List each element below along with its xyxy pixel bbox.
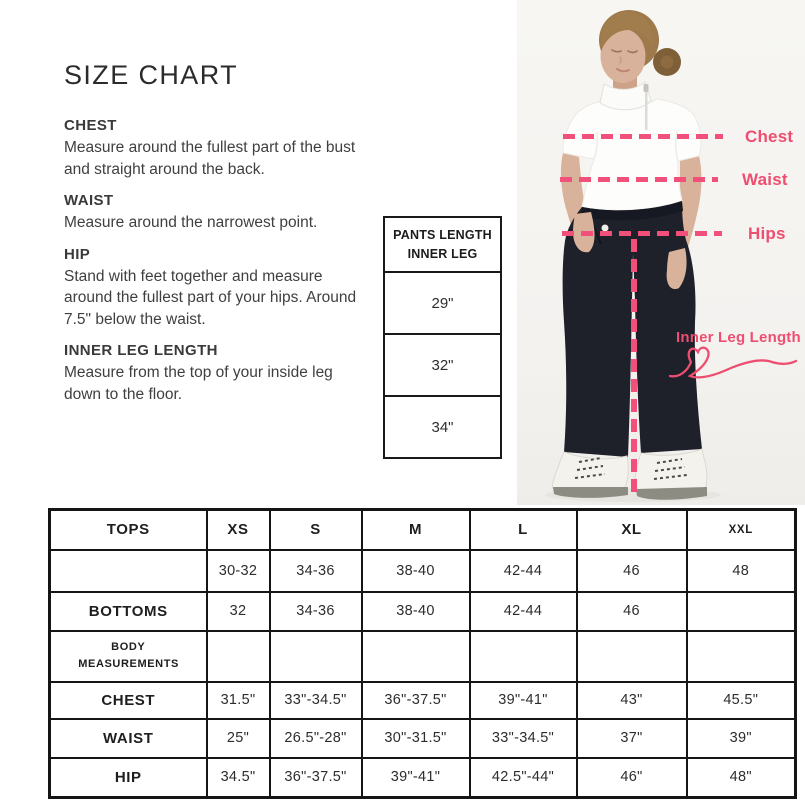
heart-squiggle-icon [667,342,799,382]
chest-label: Chest [745,127,794,146]
col-header-xl: XL [577,510,687,550]
row-label: BOTTOMS [50,592,207,631]
col-header-tops: TOPS [50,510,207,550]
instruction-hip [64,246,372,331]
cell: 42.5"-44" [470,758,577,798]
cell: 46" [577,758,687,798]
hair-bun-swirl [661,56,674,69]
col-header-xs: XS [207,510,270,550]
table-row [384,334,501,396]
size-table [48,508,797,799]
cell: 34-36 [270,592,362,631]
col-header-l: L [470,510,577,550]
col-header-s: S [270,510,362,550]
inner-leg-label: Inner Leg Length [676,329,801,346]
cell: 48 [687,550,796,592]
instruction-body: Measure around the fullest part of the bust and straight around the back. [64,139,356,178]
cell: 30-32 [207,550,270,592]
col-header-m: M [362,510,470,550]
polo-shirt [563,99,701,210]
cell: 26.5"-28" [270,719,362,758]
row-label [50,550,207,592]
cell: 42-44 [470,592,577,631]
cell: 32 [207,592,270,631]
row-label: WAIST [50,719,207,758]
col-header-xxl: XXL [687,510,796,550]
zip-line [645,86,648,130]
cell: 30"-31.5" [362,719,470,758]
cell [207,631,270,682]
page-title: SIZE CHART [64,60,239,90]
instruction-heading: CHEST [64,117,117,134]
cell: 36"-37.5" [362,682,470,719]
cell: 33"-34.5" [470,719,577,758]
pants-length-header [384,217,501,272]
table-row [384,272,501,334]
row-label-text: BODY MEASUREMENTS [78,640,179,670]
hips-label: Hips [748,224,786,243]
row-label: CHEST [50,682,207,719]
row-label: HIP [50,758,207,798]
instruction-chest [64,117,372,180]
model-photo [517,0,805,505]
cell: 45.5" [687,682,796,719]
cell: 38-40 [362,592,470,631]
instruction-heading: INNER LEG LENGTH [64,342,218,359]
measurement-instructions [64,117,372,405]
hips-measure-line [562,231,722,236]
instruction-body: Measure from the top of your inside leg down to the floor. [64,364,333,403]
pants-length-table [383,216,502,459]
row-label [50,631,207,682]
pants-length-header-line2: INNER LEG [407,246,478,261]
pants-length-value: 29" [384,272,501,334]
cell: 46 [577,592,687,631]
cell: 34.5" [207,758,270,798]
left-shoe [552,452,628,493]
waist-measure-line [560,177,718,182]
table-row [384,396,501,458]
instruction-heading: WAIST [64,192,114,209]
pants-length-value: 32" [384,334,501,396]
cell: 39"-41" [362,758,470,798]
table-row-chest [50,682,796,719]
cell [470,631,577,682]
table-header-row [50,510,796,550]
chest-measure-line [563,134,723,139]
cell: 31.5" [207,682,270,719]
cell [687,631,796,682]
cell: 38-40 [362,550,470,592]
instruction-body: Stand with feet together and measure around the fullest part of your hips. Around 7.5" below the waist. [64,267,357,328]
cell: 36"-37.5" [270,758,362,798]
cell: 34-36 [270,550,362,592]
instruction-body: Measure around the narrowest point. [64,214,318,231]
cell: 39"-41" [470,682,577,719]
left-sole [553,487,628,498]
waist-label: Waist [742,170,788,189]
cell [362,631,470,682]
cell: 48" [687,758,796,798]
cell [577,631,687,682]
cell: 33"-34.5" [270,682,362,719]
instruction-inner-leg [64,342,372,405]
table-row [384,217,501,272]
cell: 25" [207,719,270,758]
table-row-hip [50,758,796,798]
zip-pull [644,84,649,92]
cell [687,592,796,631]
model-illustration [517,0,805,505]
table-row-body-measurements [50,631,796,682]
instruction-waist [64,192,372,234]
pants-length-header-line1: PANTS LENGTH [393,228,492,243]
instruction-heading: HIP [64,245,91,263]
pants-length-value: 34" [384,396,501,458]
cell: 42-44 [470,550,577,592]
cell: 46 [577,550,687,592]
cell: 39" [687,719,796,758]
table-row-tops-sizes [50,550,796,592]
table-row-waist [50,719,796,758]
cell: 37" [577,719,687,758]
cell [270,631,362,682]
table-row-bottoms [50,592,796,631]
inner-leg-measure-line [631,239,637,497]
cell: 43" [577,682,687,719]
